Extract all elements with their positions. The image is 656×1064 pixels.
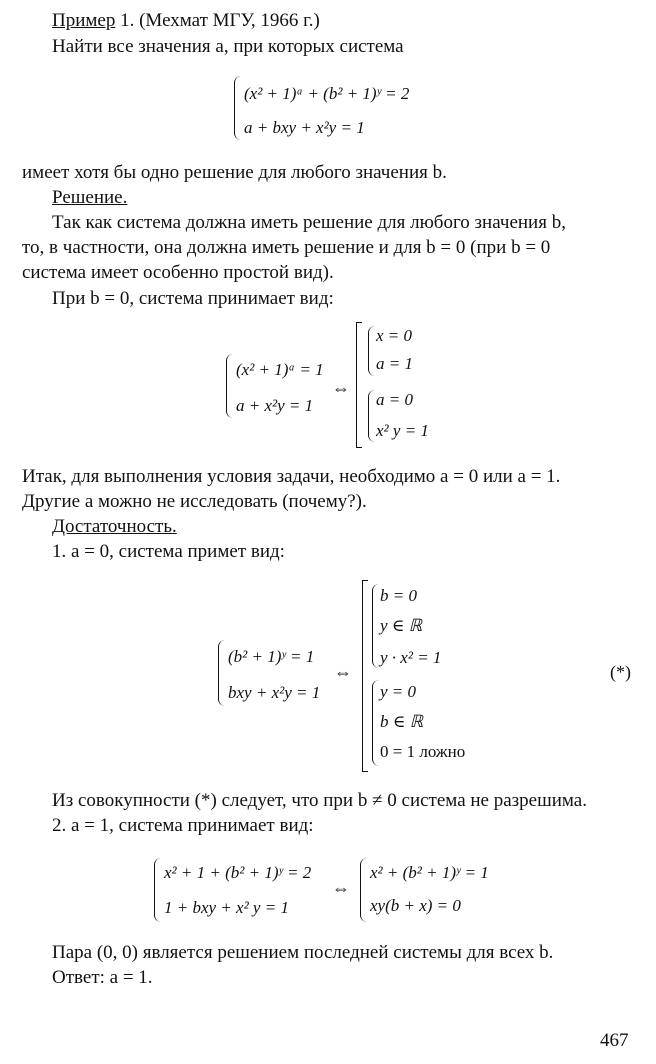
case1-line: 1. a = 0, система примет вид: (52, 541, 285, 562)
example-source: 1. (Мехмат МГУ, 1966 г.) (115, 10, 320, 31)
system3-r6: 0 = 1 ложно (380, 742, 466, 761)
system3-left2: bxy + x²y = 1 (228, 683, 321, 702)
system3-r1: b = 0 (380, 586, 417, 605)
page-number: 467 (600, 1030, 629, 1051)
task-end: имеет хотя бы одно решение для любого значения b. (22, 162, 447, 183)
system2-r2: a = 1 (376, 354, 413, 373)
system3-r4: y = 0 (380, 682, 417, 701)
pair-line: Пара (0, 0) является решением последней системы для всех b. (52, 942, 554, 963)
system4-right1: x² + (b² + 1)ʸ = 1 (370, 863, 489, 882)
system2-brace-b (368, 390, 375, 442)
system4-right-brace (360, 858, 369, 922)
system3-brace (218, 640, 227, 706)
system2-r1: x = 0 (376, 326, 413, 345)
system4-left-brace (154, 858, 163, 922)
para2: При b = 0, система принимает вид: (52, 288, 334, 309)
system3-brace-a (372, 584, 379, 668)
system3-tag: (*) (610, 662, 631, 682)
system2-equiv: ⇔ (332, 378, 350, 398)
task-line: Найти все значения a, при которых система (52, 36, 404, 57)
system1-eq1: (x² + 1)ᵃ + (b² + 1)ʸ = 2 (244, 84, 410, 103)
para1-line2: то, в частности, она должна иметь решение и для b = 0 (при b = 0 (22, 237, 551, 258)
example-heading (52, 10, 320, 32)
system3-r3: y · x² = 1 (380, 648, 442, 667)
para1-line1: Так как система должна иметь решение для любого значения b, (52, 212, 566, 233)
case2-line: 2. a = 1, система принимает вид: (52, 815, 314, 836)
system2-r3: a = 0 (376, 390, 413, 409)
solution-heading: Решение. (52, 187, 128, 208)
system3-r2: y ∈ ℝ (380, 616, 423, 635)
conclusion-line2: Другие a можно не исследовать (почему?). (22, 491, 367, 512)
system2-left2: a + x²y = 1 (236, 396, 314, 415)
system3-brace-b (372, 680, 379, 766)
system1-eq2: a + bxy + x²y = 1 (244, 118, 365, 137)
system2-r4: x² y = 1 (376, 421, 429, 440)
system3-r5: b ∈ ℝ (380, 712, 424, 731)
sufficiency-heading: Достаточность. (52, 516, 177, 537)
para1-line3: система имеет особенно простой вид). (22, 262, 334, 283)
system3-left1: (b² + 1)ʸ = 1 (228, 647, 315, 666)
system4-equiv: ⇔ (332, 878, 350, 898)
system3-equiv: ⇔ (334, 662, 352, 682)
system4-right2: xy(b + x) = 0 (370, 896, 461, 915)
system3-bracket (362, 580, 368, 772)
conclusion-line1: Итак, для выполнения условия задачи, необходимо a = 0 или a = 1. (22, 466, 561, 487)
example-label: Пример (52, 10, 116, 31)
after-star-line: Из совокупности (*) следует, что при b ≠ 0 система не разрешима. (52, 790, 587, 811)
system2-bracket (356, 322, 362, 448)
system4-left2: 1 + bxy + x² y = 1 (164, 898, 289, 917)
system1-brace (234, 76, 243, 140)
system2-brace-a (368, 326, 375, 376)
system4-left1: x² + 1 + (b² + 1)ʸ = 2 (164, 863, 312, 882)
system2-left1: (x² + 1)ᵃ = 1 (236, 360, 324, 379)
system2-brace (226, 354, 235, 418)
answer-line: Ответ: a = 1. (52, 967, 153, 988)
